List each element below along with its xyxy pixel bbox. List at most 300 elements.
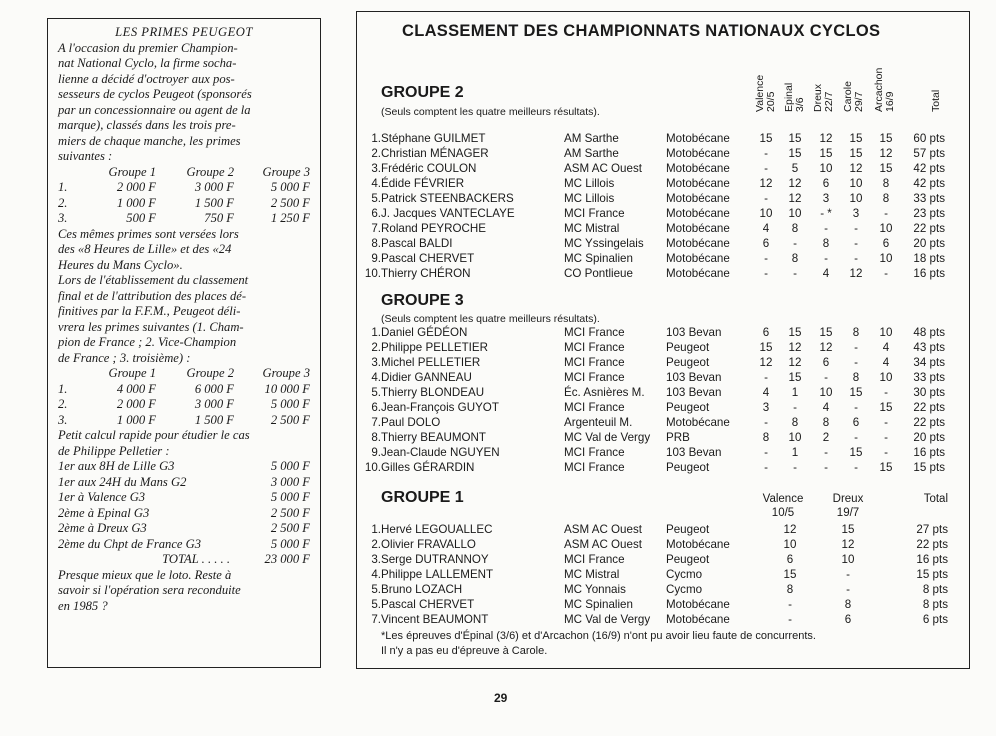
valence-points: 8 (786, 583, 794, 596)
bonus-row (58, 537, 310, 553)
valence-points: 10 (783, 538, 797, 551)
groupe-2-note: (Seuls comptent les quatre meilleurs résultats). (381, 106, 600, 118)
race-column-header (784, 83, 806, 112)
round-bonus-table (58, 165, 310, 227)
club: MCI France (564, 401, 625, 414)
race-points: - (764, 162, 768, 175)
race-points: - (793, 267, 797, 280)
total-points: 20 pts (913, 431, 945, 444)
race-points: 5 (791, 162, 799, 175)
race-header-line: 16/9 (884, 91, 896, 112)
middle-line: pion de France ; 2. Vice-Champion (58, 335, 237, 349)
total-points: 33 pts (913, 192, 945, 205)
standings-box (356, 11, 970, 669)
groupe-1-col-dreux (820, 492, 876, 520)
rider-name: Pascal BALDI (381, 237, 453, 250)
rank: 8. (371, 237, 381, 250)
race-points: 8 (882, 192, 890, 205)
col-valence-name: Valence (762, 493, 804, 505)
race-header-line: Dreux (812, 83, 824, 112)
bonus-header-cell: Groupe 3 (262, 366, 310, 380)
calc-intro (58, 428, 310, 459)
club: MC Yssingelais (564, 237, 644, 250)
valence-points: 15 (783, 568, 797, 581)
closing-line: en 1985 ? (58, 598, 108, 613)
make: Motobécane (666, 147, 730, 160)
total-amount: 23 000 F (264, 552, 310, 566)
make: Motobécane (666, 222, 730, 235)
total-points: 16 pts (916, 553, 948, 566)
rider-name: Philippe LALLEMENT (381, 568, 494, 581)
race-points: 15 (879, 461, 893, 474)
total-points: 6 pts (922, 613, 948, 626)
peugeot-bonus-box (47, 18, 321, 668)
col-dreux-date: 19/7 (836, 507, 860, 519)
rank: 7. (371, 416, 381, 429)
bonus-cell: 500 F (126, 211, 156, 225)
race-points: 4 (882, 356, 890, 369)
table-row (357, 370, 969, 385)
intro-line: par un concessionnaire ou agent de la (58, 102, 251, 117)
bonus-table-row (58, 397, 310, 413)
bonus-amount: 2 500 F (270, 505, 310, 520)
closing-line: Presque mieux que le loto. Reste à (58, 567, 232, 582)
bonus-middle-text (58, 227, 310, 367)
bonus-cell: 1 000 F (116, 195, 156, 210)
rider-name: Stéphane GUILMET (381, 132, 486, 145)
race-points: 15 (819, 147, 833, 160)
race-points: 8 (822, 416, 830, 429)
race-points: 1 (791, 386, 799, 399)
bonus-cell: 3. (58, 211, 68, 225)
table-row (357, 251, 969, 266)
make: Motobécane (666, 252, 730, 265)
table-row (357, 340, 969, 355)
table-row (357, 430, 969, 445)
groupe-3-heading: GROUPE 3 (381, 292, 464, 309)
race-points: 1 (791, 446, 799, 459)
race-points: 8 (882, 177, 890, 190)
valence-points: 6 (786, 553, 794, 566)
standings-title: CLASSEMENT DES CHAMPIONNATS NATIONAUX CYCLOS (402, 22, 881, 40)
bonus-table-row (58, 180, 310, 196)
club: MCI France (564, 461, 625, 474)
bonus-row (58, 506, 310, 522)
table-row (357, 131, 969, 146)
bonus-cell: 1. (58, 180, 68, 194)
total-points: 60 pts (913, 132, 945, 145)
rank: 6. (371, 401, 381, 414)
race-points: 10 (879, 371, 893, 384)
total-points: 15 pts (913, 461, 945, 474)
rider-name: Michel PELLETIER (381, 356, 481, 369)
make: Motobécane (666, 416, 730, 429)
race-points: 2 (822, 431, 830, 444)
club: MC Mistral (564, 568, 620, 581)
rider-name: J. Jacques VANTECLAYE (381, 207, 515, 220)
rider-name: Paul DOLO (381, 416, 441, 429)
make: 103 Bevan (666, 446, 722, 459)
rank: 4. (371, 568, 381, 581)
race-points: 12 (759, 177, 773, 190)
rank: 7. (371, 613, 381, 626)
club: MC Spinalien (564, 598, 633, 611)
make: Peugeot (666, 356, 710, 369)
middle-line: Heures du Mans Cyclo». (58, 257, 183, 272)
club: AM Sarthe (564, 132, 619, 145)
race-points: 15 (788, 132, 802, 145)
race-points: - (764, 371, 768, 384)
race-header-line: 22/7 (823, 91, 835, 112)
bonus-table-row (58, 382, 310, 398)
bonus-header-cell: Groupe 2 (186, 366, 234, 380)
bonus-cell: 4 000 F (116, 381, 156, 396)
bonus-row (58, 459, 310, 475)
table-row (357, 206, 969, 221)
bonus-row (58, 521, 310, 537)
club: ASM AC Ouest (564, 523, 642, 536)
table-row (357, 612, 969, 627)
race-points: - (854, 401, 858, 414)
rider-name: Thierry BLONDEAU (381, 386, 485, 399)
bonus-header-cell: Groupe 1 (108, 164, 156, 179)
race-points: - (793, 401, 797, 414)
intro-line: marque), classés dans les trois pre- (58, 118, 236, 132)
rank: 2. (371, 538, 381, 551)
bonus-amount: 2 500 F (270, 521, 310, 535)
bonus-cell: 1 500 F (194, 195, 234, 210)
closing-line: savoir si l'opération sera reconduite (58, 583, 241, 597)
bonus-intro (58, 41, 310, 165)
make: Motobécane (666, 162, 730, 175)
total-points: 27 pts (916, 523, 948, 536)
rider-name: Hervé LEGOUALLEC (381, 523, 493, 536)
table-row (357, 221, 969, 236)
dreux-points: - (846, 568, 850, 581)
bonus-amount: 5 000 F (270, 459, 310, 473)
race-points: 10 (849, 177, 863, 190)
groupe-1-col-valence (755, 492, 811, 520)
club: MC Val de Vergy (564, 431, 651, 444)
table-row (357, 567, 969, 582)
make: 103 Bevan (666, 386, 722, 399)
bonus-total-row (58, 552, 310, 568)
groupe-1-heading: GROUPE 1 (381, 489, 464, 506)
race-points: 10 (879, 252, 893, 265)
bonus-cell: 5 000 F (270, 397, 310, 411)
race-points: 15 (879, 132, 893, 145)
bonus-table-row (58, 196, 310, 212)
calc-line: de Philippe Pelletier : (58, 443, 170, 458)
table-row (357, 445, 969, 460)
middle-line: Lors de l'établissement du classement (58, 273, 249, 287)
race-points: - (764, 461, 768, 474)
race-points: 12 (879, 147, 893, 160)
make: Peugeot (666, 523, 710, 536)
race-points: - (764, 252, 768, 265)
table-row (357, 236, 969, 251)
bonus-cell: 2 500 F (270, 195, 310, 210)
race-points: 10 (788, 207, 802, 220)
bonus-label: 2ème à Epinal G3 (58, 505, 150, 520)
make: Peugeot (666, 461, 710, 474)
col-valence-date: 10/5 (771, 507, 795, 519)
valence-points: - (788, 598, 792, 611)
make: 103 Bevan (666, 326, 722, 339)
race-points: 12 (788, 341, 802, 354)
race-points: 6 (852, 416, 860, 429)
make: Motobécane (666, 613, 730, 626)
bonus-table-header (58, 366, 310, 382)
race-points: 12 (819, 341, 833, 354)
peugeot-bonus-text (58, 25, 310, 614)
race-points: 10 (788, 431, 802, 444)
race-points: 15 (759, 341, 773, 354)
rider-name: Bruno LOZACH (381, 583, 463, 596)
race-points: - (884, 446, 888, 459)
race-points: 4 (882, 341, 890, 354)
rank: 2. (371, 341, 381, 354)
race-points: 4 (822, 267, 830, 280)
make: Peugeot (666, 341, 710, 354)
race-points: 12 (788, 177, 802, 190)
total-points: 8 pts (922, 583, 948, 596)
club: ASM AC Ouest (564, 538, 642, 551)
rank: 4. (371, 177, 381, 190)
race-points: - (854, 252, 858, 265)
groupe-2-heading: GROUPE 2 (381, 84, 464, 101)
intro-line: nat National Cyclo, la firme socha- (58, 56, 237, 70)
bonus-cell: 3. (58, 412, 68, 427)
rank: 7. (371, 222, 381, 235)
race-points: 4 (762, 222, 770, 235)
footnote (381, 629, 961, 659)
race-points: - (854, 237, 858, 250)
table-row (357, 400, 969, 415)
race-points: - (824, 461, 828, 474)
total-points: 57 pts (913, 147, 945, 160)
race-points: 6 (882, 237, 890, 250)
club: AM Sarthe (564, 147, 619, 160)
race-points: 15 (849, 386, 863, 399)
final-bonus-table (58, 366, 310, 428)
intro-line: lienne a décidé d'octroyer aux pos- (58, 71, 235, 86)
race-points: 8 (762, 431, 770, 444)
race-points: - (854, 341, 858, 354)
race-points: 8 (791, 222, 799, 235)
make: Motobécane (666, 237, 730, 250)
valence-points: 12 (783, 523, 797, 536)
bonus-table-row (58, 211, 310, 227)
race-points: 6 (762, 237, 770, 250)
total-points: 48 pts (913, 326, 945, 339)
rank: 3. (371, 553, 381, 566)
total-points: 16 pts (913, 446, 945, 459)
bonus-cell: 2. (58, 397, 68, 411)
rider-name: Philippe PELLETIER (381, 341, 488, 354)
dreux-points: 8 (844, 598, 852, 611)
bonus-cell: 5 000 F (270, 180, 310, 194)
race-points: 12 (849, 162, 863, 175)
intro-line: sesseurs de cyclos Peugeot (sponsorés (58, 87, 252, 101)
middle-line: de France ; 3. troisième) : (58, 350, 191, 365)
rider-name: Christian MÉNAGER (381, 147, 489, 160)
make: Motobécane (666, 192, 730, 205)
intro-line: suivantes : (58, 149, 113, 163)
club: Éc. Asnières M. (564, 386, 645, 399)
bonus-cell: 2 500 F (270, 412, 310, 427)
club: MCI France (564, 371, 625, 384)
rank: 8. (371, 431, 381, 444)
race-column-header (843, 81, 865, 112)
club: MC Yonnais (564, 583, 626, 596)
pelletier-bonus-list (58, 459, 310, 552)
rank: 9. (371, 446, 381, 459)
club: MC Spinalien (564, 252, 633, 265)
race-points: - (824, 222, 828, 235)
bonus-cell: 2 000 F (116, 397, 156, 411)
middle-line: final et de l'attribution des places dé- (58, 288, 247, 303)
race-points: - (884, 416, 888, 429)
total-points: 16 pts (913, 267, 945, 280)
make: Motobécane (666, 177, 730, 190)
club: MCI France (564, 356, 625, 369)
club: MC Lillois (564, 192, 615, 205)
rider-name: Gilles GÉRARDIN (381, 461, 475, 474)
race-points: 6 (762, 326, 770, 339)
table-row (357, 266, 969, 281)
rank: 3. (371, 162, 381, 175)
race-points: - (824, 446, 828, 459)
rank: 3. (371, 356, 381, 369)
race-points: - (854, 222, 858, 235)
total-points: 30 pts (913, 386, 945, 399)
race-points: - (793, 461, 797, 474)
rider-name: Didier GANNEAU (381, 371, 472, 384)
rank: 1. (371, 326, 381, 339)
rider-name: Olivier FRAVALLO (381, 538, 476, 551)
race-points: 3 (822, 192, 830, 205)
make: Motobécane (666, 207, 730, 220)
total-points: 22 pts (913, 416, 945, 429)
bonus-cell: 2. (58, 195, 68, 210)
rider-name: Pascal CHERVET (381, 598, 475, 611)
bonus-amount: 3 000 F (270, 474, 310, 489)
make: Cycmo (666, 568, 703, 581)
rank: 5. (371, 583, 381, 596)
rider-name: Thierry BEAUMONT (381, 431, 486, 444)
rider-name: Frédéric COULON (381, 162, 477, 175)
table-row (357, 597, 969, 612)
total-points: 42 pts (913, 177, 945, 190)
race-points: 6 (822, 356, 830, 369)
bonus-cell: 6 000 F (194, 381, 234, 396)
rider-name: Pascal CHERVET (381, 252, 475, 265)
club: Argenteuil M. (564, 416, 633, 429)
race-points: - (764, 147, 768, 160)
table-row (357, 385, 969, 400)
rider-name: Jean-Claude NGUYEN (381, 446, 500, 459)
race-column-header (931, 90, 942, 112)
race-column-header (813, 84, 835, 112)
footnote-line-2: Il n'y a pas eu d'épreuve à Carole. (381, 645, 548, 657)
table-row (357, 582, 969, 597)
total-points: 20 pts (913, 237, 945, 250)
total-label: TOTAL . . . . . (162, 552, 230, 566)
make: Motobécane (666, 132, 730, 145)
total-points: 23 pts (913, 207, 945, 220)
race-points: 6 (822, 177, 830, 190)
total-points: 33 pts (913, 371, 945, 384)
race-points: - (854, 431, 858, 444)
race-points: 10 (879, 222, 893, 235)
race-column-header (874, 68, 896, 112)
club: CO Pontlieue (564, 267, 633, 280)
rank: 5. (371, 192, 381, 205)
race-points: - (854, 461, 858, 474)
race-header-line: Valence (754, 74, 766, 112)
race-points: - (884, 431, 888, 444)
rank: 5. (371, 598, 381, 611)
club: MC Mistral (564, 222, 620, 235)
bonus-label: 1er aux 8H de Lille G3 (58, 459, 175, 473)
race-points: - (884, 267, 888, 280)
bonus-cell: 3 000 F (194, 180, 234, 194)
rider-name: Patrick STEENBACKERS (381, 192, 514, 205)
club: MC Val de Vergy (564, 613, 651, 626)
rider-name: Vincent BEAUMONT (381, 613, 489, 626)
make: 103 Bevan (666, 371, 722, 384)
race-points: 12 (788, 356, 802, 369)
total-points: 43 pts (913, 341, 945, 354)
race-points: - (854, 356, 858, 369)
rider-name: Jean-François GUYOT (381, 401, 499, 414)
bonus-amount: 5 000 F (270, 536, 310, 551)
bonus-cell: 3 000 F (194, 397, 234, 411)
total-points: 22 pts (913, 222, 945, 235)
rank: 1. (371, 523, 381, 536)
race-header-line: Arcachon (873, 67, 885, 112)
race-points: 10 (819, 162, 833, 175)
race-points: 15 (819, 326, 833, 339)
dreux-points: 6 (844, 613, 852, 626)
race-points: 15 (788, 326, 802, 339)
table-row (357, 146, 969, 161)
race-points: 12 (759, 356, 773, 369)
groupe-1-col-total: Total (923, 493, 948, 505)
table-row (357, 522, 969, 537)
bonus-cell: 1 250 F (270, 211, 310, 225)
bonus-row (58, 490, 310, 506)
total-points: 22 pts (913, 401, 945, 414)
race-points: - (824, 252, 828, 265)
race-header-line: 20/5 (765, 91, 777, 112)
race-points: - (764, 192, 768, 205)
dreux-points: 15 (841, 523, 855, 536)
race-points: 3 (852, 207, 860, 220)
bonus-table-header (58, 165, 310, 181)
intro-line: miers de chaque manche, les primes (58, 133, 241, 148)
rider-name: Roland PEYROCHE (381, 222, 487, 235)
bonus-cell: 1. (58, 381, 68, 396)
middle-line: finitives par la F.F.M., Peugeot déli- (58, 304, 241, 318)
race-points: - (764, 446, 768, 459)
bonus-cell: 1 500 F (194, 412, 234, 427)
race-points: 8 (822, 237, 830, 250)
dreux-points: - (846, 583, 850, 596)
race-points: 15 (759, 132, 773, 145)
race-points: 15 (849, 132, 863, 145)
